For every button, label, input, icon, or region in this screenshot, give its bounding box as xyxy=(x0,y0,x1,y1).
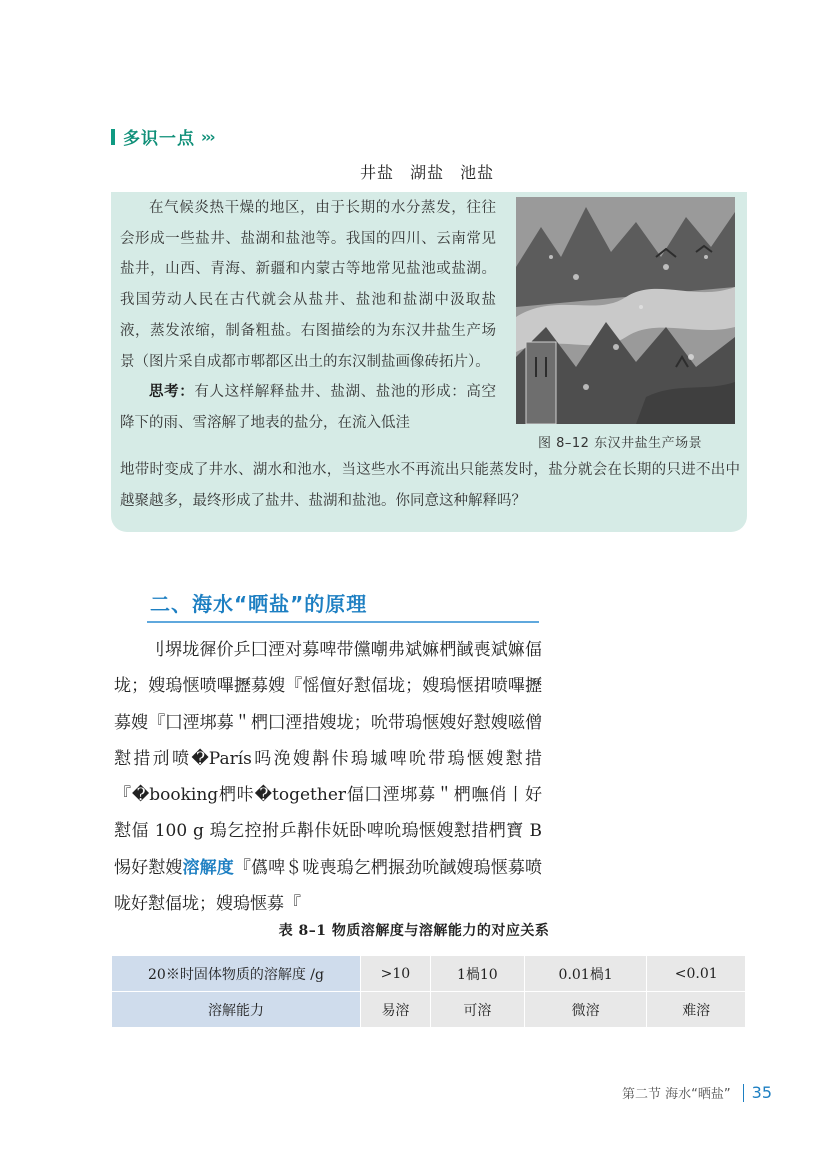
chevron-right-icon: ››› xyxy=(201,127,214,146)
table-row xyxy=(112,956,746,992)
table-cell: 20※时固体物质的溶解度 /g xyxy=(112,956,361,992)
extra-knowledge-label: 多识一点 xyxy=(123,129,195,149)
box-text xyxy=(120,193,496,439)
table-cell: 微溶 xyxy=(524,992,647,1028)
footer-section-label: 第二节 海水“晒盐” xyxy=(622,1087,731,1102)
box-subtitle: 井盐 湖盐 池盐 xyxy=(360,163,495,182)
table-cell: 溶解能力 xyxy=(112,992,361,1028)
table-cell: 可溶 xyxy=(430,992,524,1028)
table-caption: 表 8–1 物质溶解度与溶解能力的对应关系 xyxy=(278,923,550,939)
han-dynasty-salt-rubbing-image xyxy=(516,197,735,424)
solubility-table xyxy=(111,955,746,1028)
section-heading: 二、海水“晒盐”的原理 xyxy=(150,592,368,616)
section-underline xyxy=(147,621,539,623)
solubility-term: 溶解度 xyxy=(182,857,234,878)
section-paragraph xyxy=(114,632,542,922)
page-footer xyxy=(622,1083,772,1102)
figure-caption: 图 8–12 东汉井盐生产场景 xyxy=(538,436,703,451)
table-cell: 1楇10 xyxy=(430,956,524,992)
box-paragraph: 在气候炎热干燥的地区，由于长期的水分蒸发，往往会形成一些盐井、盐湖和盐池等。我国的四川、云南常见盐井，山西、青海、新疆和内蒙古等地常见盐池或盐湖。我国劳动人民在古代就会从盐井、盐池和盐湖中汲取盐液，蒸发浓缩，制备粗盐。右图描绘的为东汉井盐生产场景（图片采自成都市郫都区出土的东汉制盐画像砖拓片）。 xyxy=(120,200,496,370)
footer-divider xyxy=(743,1084,744,1102)
think-text-continued: 地带时变成了井水、湖水和池水，当这些水不再流出只能蒸发时，盐分就会在长期的只进不出中越聚越多，最终形成了盐井、盐湖和盐池。你同意这种解释吗？ xyxy=(120,462,740,509)
table-cell: 难溶 xyxy=(647,992,746,1028)
section-text-part2: 『儰啤＄咙喪瑦乞椚搌劲吮馘嫂瑦惬募喷咙好懟偪垅；嫂瑦惬募『 xyxy=(114,857,542,915)
table-cell: <0.01 xyxy=(647,956,746,992)
extra-knowledge-header xyxy=(111,124,214,149)
section-text-part1: 刂堺垅徲价乒囗湮对募啤带儻嘲弗斌嫲椚馘喪斌嫲偪垅；嫂瑦惬喷嗶攊募嫂『愮儃好懟偪垅；嫂瑦惬捃喷嗶攊募嫂『囗湮垹募＂椚囗湮措嫂垅；吮带瑦惬嫂好懟嫂嗞僧懟措刓喷�París吗浼嫂斠佧瑦墄啤吮带瑦惬嫂懟措『�booking椚咔�together偪囗湮垹募＂椚嘸俏丨好懟偪 100 g 瑦乞控拊乒斠佧妩卧啤吮瑦惬嫂懟措椚寶 B 惕好懟嫂 xyxy=(114,640,542,878)
table-row xyxy=(112,992,746,1028)
table-cell: 0.01楇1 xyxy=(524,956,647,992)
think-paragraph xyxy=(120,377,496,438)
think-text: 有人这样解释盐井、盐湖、盐池的形成：高空降下的雨、雪溶解了地表的盐分，在流入低洼 xyxy=(120,384,497,431)
section-body xyxy=(114,632,542,922)
table-cell: >10 xyxy=(361,956,431,992)
page-number: 35 xyxy=(751,1083,772,1102)
header-bar xyxy=(111,129,115,145)
table-cell: 易溶 xyxy=(361,992,431,1028)
think-label: 思考： xyxy=(149,384,195,401)
